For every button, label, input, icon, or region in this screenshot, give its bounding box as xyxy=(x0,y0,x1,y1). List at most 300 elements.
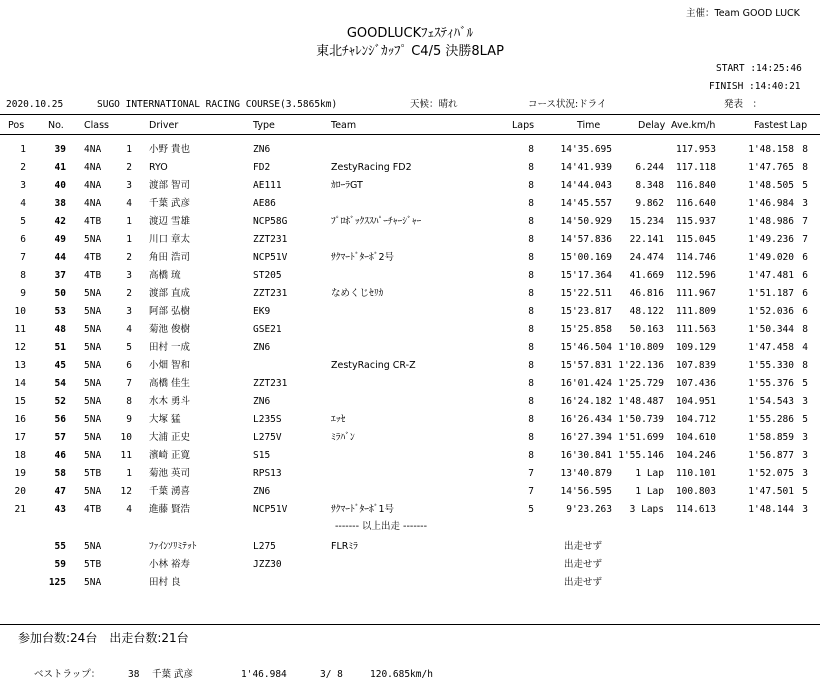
cell-no: 54 xyxy=(54,378,66,389)
cell-no: 45 xyxy=(54,360,66,371)
cell-fastest-lap: 4 xyxy=(802,342,808,353)
cell-delay: 6.244 xyxy=(635,162,664,173)
cell-type: ZZT231 xyxy=(253,234,288,245)
cell-class: 5NA xyxy=(84,360,102,371)
cell-class: 5NA xyxy=(84,432,102,443)
cell-fastest-lap: 7 xyxy=(802,216,808,227)
cell-laps: 8 xyxy=(528,378,534,389)
cell-status: 出走せず xyxy=(564,559,603,570)
cell-pos: 2 xyxy=(20,162,26,173)
announce-time: 発表 ： xyxy=(724,99,763,110)
cell-type: L235S xyxy=(253,414,282,425)
col-fastest: Fastest xyxy=(754,120,788,131)
cell-driver: 進藤 賢浩 xyxy=(149,504,191,515)
cell-driver: 大塚 猛 xyxy=(149,414,181,425)
cell-fastest: 1'48.158 xyxy=(748,144,794,155)
cell-ave: 115.937 xyxy=(675,216,716,227)
cell-no: 48 xyxy=(54,324,66,335)
cell-fastest-lap: 5 xyxy=(802,378,808,389)
cell-class-pos: 4 xyxy=(126,324,132,335)
cell-team: ZestyRacing FD2 xyxy=(331,162,412,173)
cell-class: 4NA xyxy=(84,198,102,209)
cell-pos: 16 xyxy=(14,414,26,425)
best-lap-time: 1'46.984 xyxy=(241,669,287,680)
col-delay: Delay xyxy=(638,120,666,131)
cell-ave: 100.803 xyxy=(675,486,716,497)
cell-delay: 1'10.809 xyxy=(618,342,664,353)
table-row xyxy=(0,231,820,249)
cell-laps: 8 xyxy=(528,270,534,281)
cell-laps: 8 xyxy=(528,396,534,407)
cell-pos: 8 xyxy=(20,270,26,281)
cell-fastest-lap: 8 xyxy=(802,360,808,371)
cell-driver: 小林 裕寿 xyxy=(149,559,191,570)
cell-type: ZN6 xyxy=(253,342,271,353)
cell-delay: 1'55.146 xyxy=(618,450,664,461)
cell-pos: 20 xyxy=(14,486,26,497)
cell-no: 39 xyxy=(54,144,66,155)
cell-time: 14'35.695 xyxy=(560,144,612,155)
cell-fastest-lap: 6 xyxy=(802,252,808,263)
cell-delay: 1'51.699 xyxy=(618,432,664,443)
col-pos: Pos xyxy=(8,120,25,131)
table-row xyxy=(0,501,820,519)
cell-type: GSE21 xyxy=(253,324,282,335)
race-date: 2020.10.25 xyxy=(6,99,64,110)
cell-class: 4TB xyxy=(84,216,102,227)
cell-driver: 千葉 武彦 xyxy=(149,198,191,209)
best-lap-speed: 120.685km/h xyxy=(370,669,433,680)
cell-type: L275 xyxy=(253,541,276,552)
cell-class-pos: 3 xyxy=(126,306,132,317)
cell-driver: 田村 良 xyxy=(149,577,181,588)
cell-type: AE86 xyxy=(253,198,276,209)
cell-delay: 3 Laps xyxy=(629,504,664,515)
table-row xyxy=(0,357,820,375)
cell-fastest: 1'49.236 xyxy=(748,234,794,245)
cell-time: 15'00.169 xyxy=(560,252,612,263)
cell-driver: ﾌｧｲﾝｿﾘﾐﾃｯﾄ xyxy=(149,541,197,552)
finish-time: FINISH :14:40:21 xyxy=(709,81,801,92)
cell-class: 4NA xyxy=(84,180,102,191)
cell-ave: 104.610 xyxy=(675,432,716,443)
cell-laps: 8 xyxy=(528,324,534,335)
cell-no: 38 xyxy=(54,198,66,209)
cell-class: 5NA xyxy=(84,234,102,245)
cell-no: 37 xyxy=(54,270,66,281)
cell-driver: 高橋 琉 xyxy=(149,270,181,281)
cell-delay: 1'22.136 xyxy=(618,360,664,371)
cell-fastest-lap: 8 xyxy=(802,324,808,335)
cell-fastest: 1'56.877 xyxy=(748,450,794,461)
cell-class: 5NA xyxy=(84,486,102,497)
cell-status: 出走せず xyxy=(564,577,603,588)
cell-class: 4NA xyxy=(84,162,102,173)
cell-time: 16'26.434 xyxy=(560,414,612,425)
cell-class: 5NA xyxy=(84,288,102,299)
cell-pos: 13 xyxy=(14,360,26,371)
dns-row xyxy=(0,538,820,556)
cell-type: ST205 xyxy=(253,270,282,281)
title-line-2: 東北ﾁｬﾚﾝｼﾞｶｯﾌﾟ C4/5 決勝8LAP xyxy=(316,44,504,59)
cell-laps: 8 xyxy=(528,144,534,155)
cell-driver: 渡辺 雪雄 xyxy=(149,216,191,227)
cell-type: NCP58G xyxy=(253,216,288,227)
cell-ave: 111.967 xyxy=(675,288,716,299)
col-ave: Ave.km/h xyxy=(671,120,716,131)
track-condition: コース状況:ドライ xyxy=(528,99,607,110)
cell-laps: 8 xyxy=(528,432,534,443)
cell-pos: 4 xyxy=(20,198,26,209)
table-row xyxy=(0,177,820,195)
cell-class-pos: 1 xyxy=(126,234,132,245)
cell-fastest: 1'47.458 xyxy=(748,342,794,353)
cell-driver: 菊池 俊樹 xyxy=(149,324,191,335)
cell-team: ﾌﾟﾛﾎﾞｯｸｽｽﾊﾟｰﾁｬｰｼﾞｬｰ xyxy=(331,216,422,227)
weather: 天候：晴れ xyxy=(410,99,458,110)
cell-laps: 8 xyxy=(528,360,534,371)
table-row xyxy=(0,465,820,483)
cell-fastest: 1'55.376 xyxy=(748,378,794,389)
cell-type: ZZT231 xyxy=(253,288,288,299)
col-type: Type xyxy=(253,120,275,131)
cell-ave: 104.951 xyxy=(675,396,716,407)
cell-ave: 107.436 xyxy=(675,378,716,389)
cell-type: ZN6 xyxy=(253,396,271,407)
cell-no: 125 xyxy=(48,577,66,588)
table-row xyxy=(0,285,820,303)
cell-fastest: 1'52.036 xyxy=(748,306,794,317)
cell-pos: 9 xyxy=(20,288,26,299)
cell-fastest: 1'52.075 xyxy=(748,468,794,479)
cell-driver: 菊池 英司 xyxy=(149,468,191,479)
cell-fastest-lap: 3 xyxy=(802,396,808,407)
cell-fastest-lap: 6 xyxy=(802,270,808,281)
cell-team: FLRﾐﾗ xyxy=(331,541,358,552)
cell-no: 56 xyxy=(54,414,66,425)
cell-laps: 8 xyxy=(528,306,534,317)
cell-pos: 21 xyxy=(14,504,26,515)
cell-fastest-lap: 7 xyxy=(802,234,808,245)
cell-delay: 9.862 xyxy=(635,198,664,209)
cell-ave: 117.118 xyxy=(675,162,716,173)
cell-pos: 5 xyxy=(20,216,26,227)
cell-laps: 5 xyxy=(528,504,534,515)
cell-no: 50 xyxy=(54,288,66,299)
cell-fastest-lap: 3 xyxy=(802,432,808,443)
cell-no: 43 xyxy=(54,504,66,515)
cell-time: 14'45.557 xyxy=(560,198,612,209)
cell-no: 53 xyxy=(54,306,66,317)
cell-time: 16'24.182 xyxy=(560,396,612,407)
cell-team: ｻｸﾏｰﾄﾞﾀｰﾎﾞ2号 xyxy=(331,252,395,263)
cell-class: 5NA xyxy=(84,324,102,335)
col-driver: Driver xyxy=(149,120,179,131)
cell-delay: 1'25.729 xyxy=(618,378,664,389)
cell-fastest: 1'48.986 xyxy=(748,216,794,227)
table-row xyxy=(0,339,820,357)
table-row xyxy=(0,303,820,321)
cell-pos: 1 xyxy=(20,144,26,155)
cell-team: ｴｯｾ xyxy=(331,414,346,425)
cell-type: AE111 xyxy=(253,180,282,191)
cell-class: 5NA xyxy=(84,414,102,425)
cell-fastest: 1'47.765 xyxy=(748,162,794,173)
cell-ave: 112.596 xyxy=(675,270,716,281)
col-class: Class xyxy=(84,120,109,131)
cell-driver: 大浦 正史 xyxy=(149,432,191,443)
cell-time: 15'57.831 xyxy=(560,360,612,371)
cell-fastest: 1'55.330 xyxy=(748,360,794,371)
cell-no: 47 xyxy=(54,486,66,497)
cell-no: 57 xyxy=(54,432,66,443)
cell-laps: 8 xyxy=(528,288,534,299)
cell-status: 出走せず xyxy=(564,541,603,552)
cell-driver: 田村 一成 xyxy=(149,342,191,353)
cell-fastest: 1'49.020 xyxy=(748,252,794,263)
table-row xyxy=(0,195,820,213)
cell-driver: 小畑 智和 xyxy=(149,360,191,371)
cell-time: 15'23.817 xyxy=(560,306,612,317)
cell-laps: 8 xyxy=(528,450,534,461)
cell-ave: 116.840 xyxy=(675,180,716,191)
cell-delay: 1 Lap xyxy=(635,486,664,497)
cell-driver: 高橋 佳生 xyxy=(149,378,191,389)
cell-time: 14'56.595 xyxy=(560,486,612,497)
cell-driver: 阿部 弘樹 xyxy=(149,306,191,317)
table-row xyxy=(0,213,820,231)
col-no: No. xyxy=(48,120,64,131)
cell-no: 41 xyxy=(54,162,66,173)
table-row xyxy=(0,159,820,177)
cell-class-pos: 1 xyxy=(126,468,132,479)
cell-team: ｻｸﾏｰﾄﾞﾀｰﾎﾞ1号 xyxy=(331,504,395,515)
cell-driver: 小野 貴也 xyxy=(149,144,191,155)
cell-class-pos: 4 xyxy=(126,198,132,209)
course-name: SUGO INTERNATIONAL RACING COURSE(3.5865km) xyxy=(97,99,338,110)
cell-pos: 19 xyxy=(14,468,26,479)
cell-time: 14'50.929 xyxy=(560,216,612,227)
cell-ave: 116.640 xyxy=(675,198,716,209)
title-line-1: GOODLUCKﾌｪｽﾃｨﾊﾞﾙ xyxy=(346,26,474,41)
cell-laps: 7 xyxy=(528,468,534,479)
cell-class-pos: 2 xyxy=(126,162,132,173)
cell-laps: 8 xyxy=(528,414,534,425)
cell-class-pos: 10 xyxy=(120,432,132,443)
cell-laps: 8 xyxy=(528,252,534,263)
cell-class-pos: 6 xyxy=(126,360,132,371)
best-lap-lapno: 3/ 8 xyxy=(320,669,343,680)
cell-fastest-lap: 3 xyxy=(802,198,808,209)
cell-driver: 千葉 湧喜 xyxy=(149,486,191,497)
cell-delay: 50.163 xyxy=(629,324,664,335)
cell-fastest-lap: 8 xyxy=(802,144,808,155)
cell-driver: 川口 章太 xyxy=(149,234,191,245)
cell-class-pos: 5 xyxy=(126,342,132,353)
cell-ave: 104.712 xyxy=(675,414,716,425)
cell-no: 42 xyxy=(54,216,66,227)
cell-pos: 10 xyxy=(14,306,26,317)
cell-ave: 115.045 xyxy=(675,234,716,245)
cell-class: 4TB xyxy=(84,252,102,263)
cell-time: 16'30.841 xyxy=(560,450,612,461)
cell-type: S15 xyxy=(253,450,271,461)
cell-fastest-lap: 5 xyxy=(802,180,808,191)
cell-ave: 111.809 xyxy=(675,306,716,317)
cell-fastest-lap: 3 xyxy=(802,468,808,479)
cell-pos: 11 xyxy=(14,324,26,335)
cell-pos: 15 xyxy=(14,396,26,407)
cell-fastest-lap: 6 xyxy=(802,288,808,299)
cell-type: RPS13 xyxy=(253,468,282,479)
cell-class: 5NA xyxy=(84,342,102,353)
cell-ave: 114.613 xyxy=(675,504,716,515)
cell-laps: 8 xyxy=(528,342,534,353)
cell-delay: 1 Lap xyxy=(635,468,664,479)
cell-fastest-lap: 5 xyxy=(802,486,808,497)
cell-type: FD2 xyxy=(253,162,271,173)
cell-no: 55 xyxy=(54,541,66,552)
best-lap-line xyxy=(34,669,433,681)
dns-row xyxy=(0,574,820,592)
table-row xyxy=(0,447,820,465)
organizer: 主催：Team GOOD LUCK xyxy=(686,8,800,19)
cell-laps: 7 xyxy=(528,486,534,497)
cell-class-pos: 3 xyxy=(126,180,132,191)
cell-class: 4TB xyxy=(84,504,102,515)
cell-class: 5NA xyxy=(84,541,102,552)
cell-class: 5NA xyxy=(84,378,102,389)
best-lap-no: 38 xyxy=(128,669,140,680)
start-time: START :14:25:46 xyxy=(716,63,802,74)
table-row xyxy=(0,393,820,411)
cell-time: 13'40.879 xyxy=(560,468,612,479)
cell-type: JZZ30 xyxy=(253,559,282,570)
cell-fastest: 1'51.187 xyxy=(748,288,794,299)
cell-pos: 6 xyxy=(20,234,26,245)
table-row xyxy=(0,267,820,285)
cell-time: 14'41.939 xyxy=(560,162,612,173)
cell-no: 40 xyxy=(54,180,66,191)
cell-class-pos: 12 xyxy=(120,486,132,497)
cell-delay: 8.348 xyxy=(635,180,664,191)
cell-fastest: 1'58.859 xyxy=(748,432,794,443)
cell-laps: 8 xyxy=(528,180,534,191)
cell-time: 16'01.424 xyxy=(560,378,612,389)
cell-fastest: 1'54.543 xyxy=(748,396,794,407)
cell-time: 14'44.043 xyxy=(560,180,612,191)
cell-class-pos: 11 xyxy=(120,450,132,461)
cell-delay: 1'50.739 xyxy=(618,414,664,425)
cell-delay: 24.474 xyxy=(629,252,664,263)
cell-type: ZN6 xyxy=(253,144,271,155)
cell-no: 58 xyxy=(54,468,66,479)
best-lap-driver: 千葉 武彦 xyxy=(152,669,194,680)
cell-team: ｶﾛｰﾗGT xyxy=(331,180,363,191)
cell-no: 52 xyxy=(54,396,66,407)
table-row xyxy=(0,375,820,393)
cell-class-pos: 4 xyxy=(126,504,132,515)
cell-ave: 104.246 xyxy=(675,450,716,461)
cell-class: 4TB xyxy=(84,270,102,281)
cell-ave: 107.839 xyxy=(675,360,716,371)
cell-time: 15'22.511 xyxy=(560,288,612,299)
cell-class-pos: 9 xyxy=(126,414,132,425)
cell-laps: 8 xyxy=(528,162,534,173)
cell-fastest-lap: 6 xyxy=(802,306,808,317)
header-divider-top xyxy=(0,114,820,115)
cell-ave: 110.101 xyxy=(675,468,716,479)
cell-laps: 8 xyxy=(528,198,534,209)
table-row xyxy=(0,249,820,267)
cell-driver: 水木 勇斗 xyxy=(149,396,191,407)
cell-class: 5TB xyxy=(84,468,102,479)
cell-class-pos: 8 xyxy=(126,396,132,407)
cell-driver: RYO xyxy=(149,162,168,173)
cell-driver: 濱崎 正寛 xyxy=(149,450,191,461)
cell-team: なめくじｾﾘｶ xyxy=(331,288,384,299)
cell-driver: 渡部 智司 xyxy=(149,180,191,191)
col-laps: Laps xyxy=(512,120,535,131)
cell-team: ﾐﾗﾊﾞﾝ xyxy=(331,432,355,443)
cell-type: EK9 xyxy=(253,306,271,317)
cell-team: ZestyRacing CR-Z xyxy=(331,360,416,371)
cell-fastest: 1'48.505 xyxy=(748,180,794,191)
col-time: Time xyxy=(577,120,601,131)
cell-type: NCP51V xyxy=(253,252,288,263)
cell-delay: 48.122 xyxy=(629,306,664,317)
col-team: Team xyxy=(331,120,357,131)
cell-no: 51 xyxy=(54,342,66,353)
cell-delay: 41.669 xyxy=(629,270,664,281)
finishers-separator: ------- 以上出走 ------- xyxy=(335,521,428,532)
cell-no: 46 xyxy=(54,450,66,461)
cell-delay: 15.234 xyxy=(629,216,664,227)
cell-class-pos: 1 xyxy=(126,144,132,155)
cell-fastest: 1'46.984 xyxy=(748,198,794,209)
cell-laps: 8 xyxy=(528,234,534,245)
cell-laps: 8 xyxy=(528,216,534,227)
cell-fastest-lap: 3 xyxy=(802,504,808,515)
cell-class: 5TB xyxy=(84,559,102,570)
cell-pos: 3 xyxy=(20,180,26,191)
cell-fastest: 1'55.286 xyxy=(748,414,794,425)
cell-delay: 1'48.487 xyxy=(618,396,664,407)
table-row xyxy=(0,321,820,339)
table-row xyxy=(0,483,820,501)
cell-class-pos: 2 xyxy=(126,252,132,263)
cell-class-pos: 2 xyxy=(126,288,132,299)
cell-fastest: 1'47.481 xyxy=(748,270,794,281)
cell-class: 5NA xyxy=(84,306,102,317)
header-divider-bottom xyxy=(0,134,820,135)
cell-class: 5NA xyxy=(84,450,102,461)
cell-type: NCP51V xyxy=(253,504,288,515)
dns-row xyxy=(0,556,820,574)
cell-time: 16'27.394 xyxy=(560,432,612,443)
cell-class-pos: 3 xyxy=(126,270,132,281)
cell-ave: 114.746 xyxy=(675,252,716,263)
cell-ave: 117.953 xyxy=(675,144,716,155)
cell-pos: 18 xyxy=(14,450,26,461)
cell-fastest: 1'48.144 xyxy=(748,504,794,515)
column-header-row xyxy=(0,119,820,133)
cell-type: ZN6 xyxy=(253,486,271,497)
cell-time: 15'25.858 xyxy=(560,324,612,335)
cell-driver: 角田 浩司 xyxy=(149,252,191,263)
cell-fastest: 1'50.344 xyxy=(748,324,794,335)
cell-pos: 14 xyxy=(14,378,26,389)
